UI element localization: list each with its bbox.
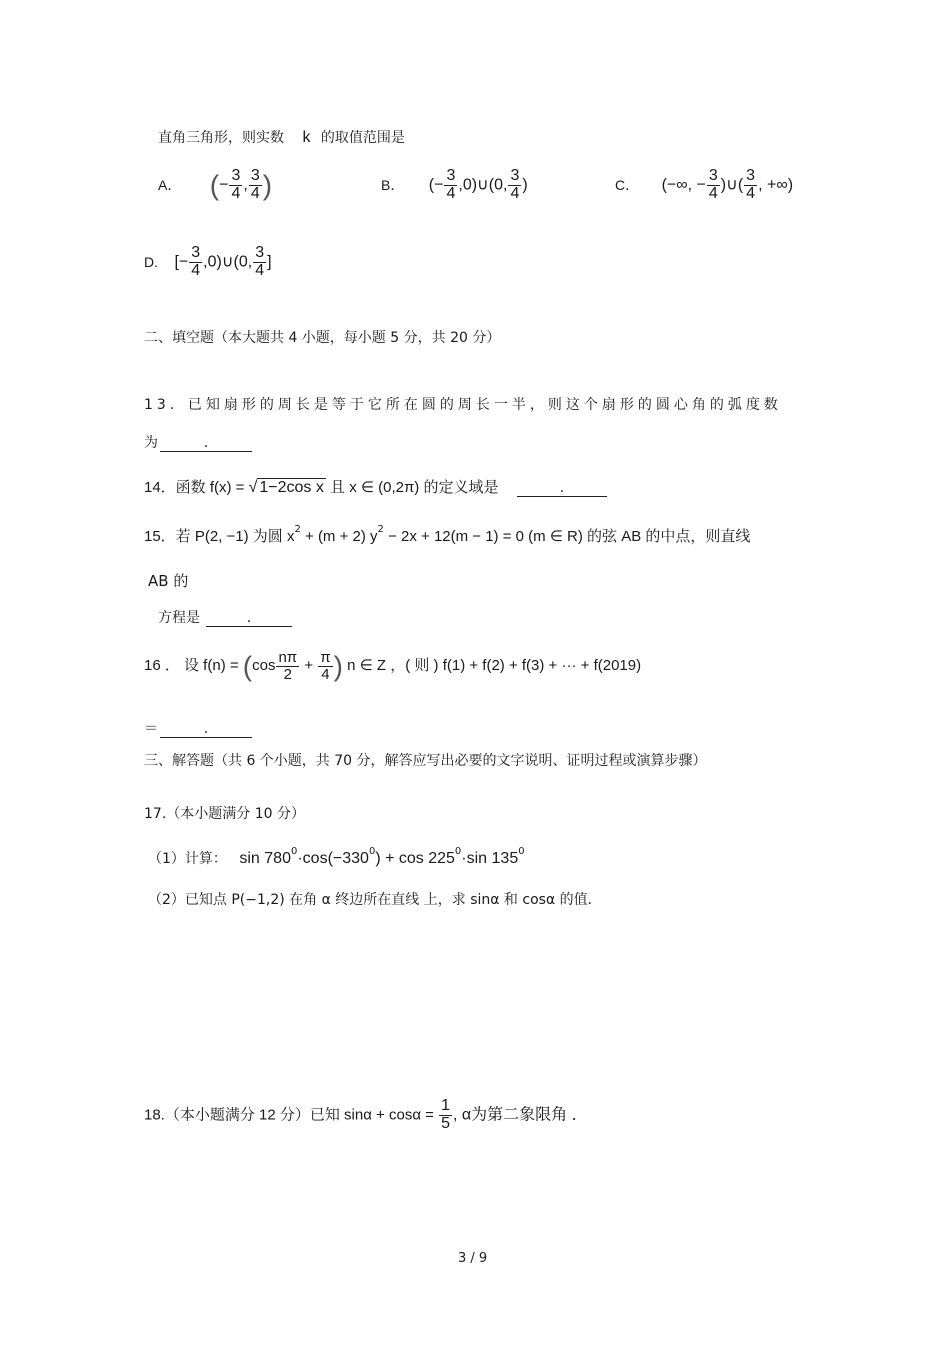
q17-part2: （2）已知点 P(−1,2) 在角 α 终边所在直线 上，求 sinα 和 cosα 的值． xyxy=(148,892,602,908)
option-b-pre: (− xyxy=(428,176,444,194)
degree-mark-2: 0 xyxy=(368,846,376,857)
q13-answer-blank: . xyxy=(160,435,252,452)
option-a-left-paren: ( xyxy=(209,169,220,201)
q16-left-paren: ( xyxy=(242,650,253,682)
degree-mark-4: 0 xyxy=(518,846,525,857)
q18-frac: $\frac{1}{5}$ xyxy=(441,1097,450,1132)
option-a-label: A． xyxy=(158,176,182,193)
q15-prefix: 15．若 P(2, −1) 为圆 x xyxy=(144,528,295,545)
page-number: 3 / 9 xyxy=(458,1251,488,1266)
q17-sin780: sin 780 xyxy=(239,850,291,867)
sqrt-symbol: √ xyxy=(248,479,258,496)
intro-line xyxy=(158,127,405,147)
q13-prefix: 为 xyxy=(144,435,158,451)
option-d-label: D. xyxy=(144,253,158,270)
q17-part1-label: （1）计算： xyxy=(148,851,227,867)
q13-line2 xyxy=(144,432,252,452)
intro-text: 直角三角形，则实数 xyxy=(158,130,284,146)
q16-fn: cos xyxy=(252,657,276,675)
q13-line1: 13．已知扇形的周长是等于它所在圆的周长一半，则这个扇形的圆心角的弧度数 xyxy=(144,397,782,413)
option-c-frac2: $\frac{3}{4}$ xyxy=(746,167,756,202)
option-c-mid: )∪( xyxy=(720,176,744,194)
q16-line2 xyxy=(144,718,252,738)
q17-part1 xyxy=(148,846,525,868)
option-d xyxy=(144,245,272,280)
q16-frac1: $\frac{n\pi}{2}$ xyxy=(278,649,298,683)
q17-title: 17.（本小题满分 10 分） xyxy=(144,806,305,822)
option-a-frac2: $\frac{3}{4}$ xyxy=(250,167,260,202)
option-c-pre: (−∞, − xyxy=(661,176,706,194)
q14-line xyxy=(144,476,607,497)
section-2-heading: 二、填空题（本大题共 4 小题，每小题 5 分，共 20 分） xyxy=(144,330,501,346)
option-a-comma: , xyxy=(243,176,248,194)
q15-exp2: 2 xyxy=(377,524,384,535)
option-b-frac2: $\frac{3}{4}$ xyxy=(510,167,520,202)
option-b-frac1: $\frac{3}{4}$ xyxy=(446,167,456,202)
section-3-heading: 三、解答题（共 6 个小题，共 70 分，解答应写出必要的文字说明、证明过程或演算步骤） xyxy=(144,753,707,769)
q15-line2: AB 的 xyxy=(148,572,189,590)
q15-answer-blank: . xyxy=(206,610,292,627)
q17-cos330: ·cos(−330 xyxy=(297,850,369,867)
option-b xyxy=(381,168,528,203)
option-a-right-paren: ) xyxy=(262,169,273,201)
degree-mark-3: 0 xyxy=(454,846,462,857)
intro-tail: 的取值范围是 xyxy=(320,130,405,146)
q16-sum-text: n ∈ Z ，( 则 ) f(1) + f(2) + f(3) + ··· + f(2019) xyxy=(342,657,642,675)
q16-answer-blank: . xyxy=(160,721,252,738)
q16-plus: + xyxy=(300,657,318,675)
q16-prefix: 16 ． 设 f(n) = xyxy=(144,657,243,675)
q17-sin135: ·sin 135 xyxy=(461,850,519,867)
q15-mid1: + (m + 2) y xyxy=(300,528,378,545)
q15-line1 xyxy=(144,524,750,546)
option-d-post: ] xyxy=(267,253,272,271)
q18-suffix: , α为第二象限角 ． xyxy=(453,1106,588,1124)
option-a-frac1: $\frac{3}{4}$ xyxy=(231,167,241,202)
option-b-label: B． xyxy=(381,176,405,193)
q18-prefix: 18.（本小题满分 12 分）已知 sinα + cosα = xyxy=(144,1106,439,1124)
q17-cos225: ) + cos 225 xyxy=(375,850,455,867)
degree-mark-1: 0 xyxy=(290,846,298,857)
option-d-frac2: $\frac{3}{4}$ xyxy=(255,244,265,279)
option-c-label: C． xyxy=(615,176,640,193)
q15-equation-prefix: 方程是 xyxy=(158,610,200,626)
q14-prefix: 14．函数 f(x) = xyxy=(144,479,249,496)
q18-line xyxy=(144,1098,588,1133)
q14-domain-text: 且 x ∈ (0,2π) 的定义域是 xyxy=(325,479,499,496)
option-a-minus: − xyxy=(219,176,229,194)
q15-mid2: − 2x + 12(m − 1) = 0 (m ∈ R) 的弦 AB 的中点，则直线 xyxy=(383,528,751,545)
variable-k: k xyxy=(302,129,311,146)
option-c xyxy=(615,168,793,203)
option-d-pre: [− xyxy=(174,253,189,271)
q16-line1 xyxy=(144,650,641,683)
option-d-frac1: $\frac{3}{4}$ xyxy=(191,244,201,279)
option-c-post: , +∞) xyxy=(758,176,794,194)
option-d-mid: ,0)∪(0, xyxy=(203,253,253,271)
q14-answer-blank: . xyxy=(517,480,607,497)
option-c-frac1: $\frac{3}{4}$ xyxy=(708,167,718,202)
q16-equals: ＝ xyxy=(144,721,158,737)
q14-radicand: 1−2cos x xyxy=(259,479,324,496)
q15-line3 xyxy=(158,607,292,627)
q16-frac2: $\frac{\pi}{4}$ xyxy=(320,649,331,683)
option-b-post: ) xyxy=(522,176,528,194)
option-b-mid: ,0)∪(0, xyxy=(458,176,508,194)
option-a xyxy=(158,168,272,203)
q15-exp1: 2 xyxy=(294,524,301,535)
q16-right-paren: ) xyxy=(333,650,343,682)
